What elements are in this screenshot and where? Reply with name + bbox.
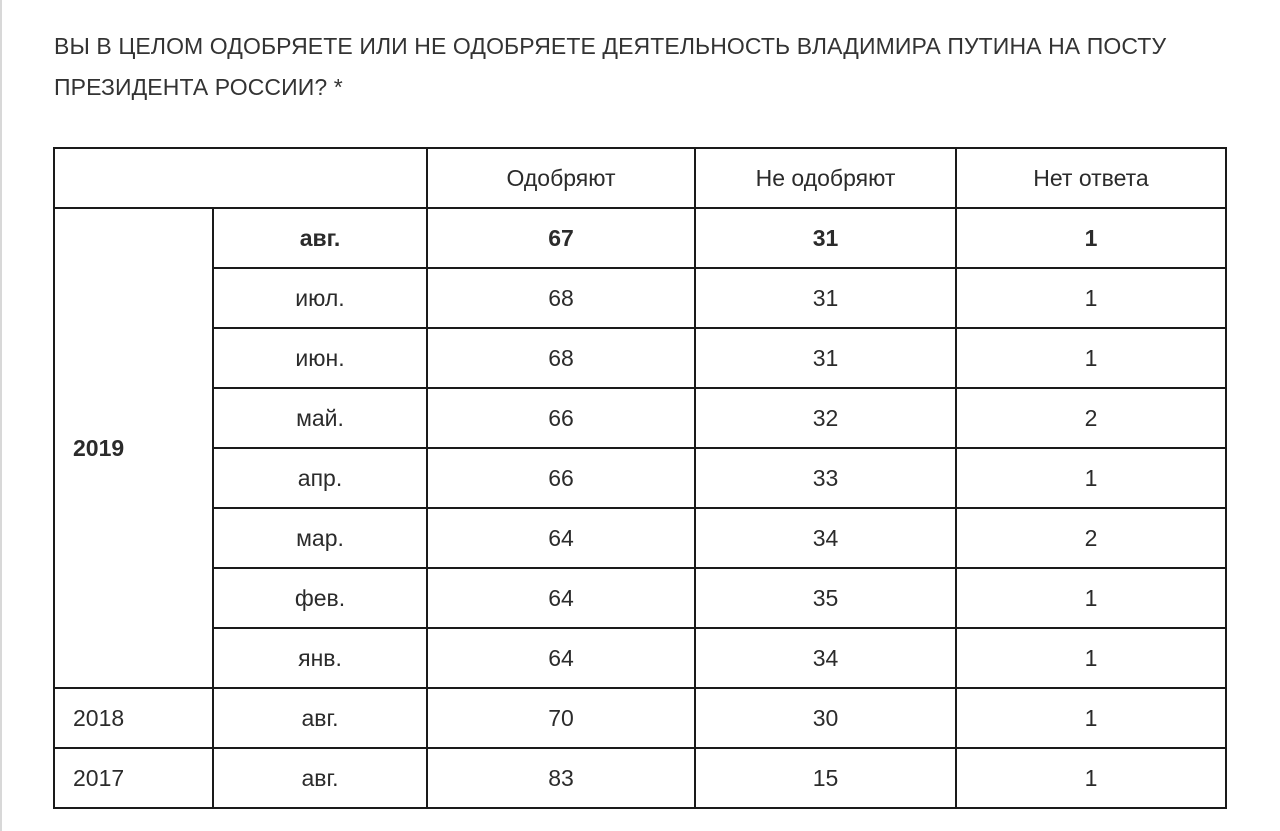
table-row: [54, 388, 1226, 448]
table-header-row: [54, 148, 1226, 208]
disapprove-cell: 34: [695, 628, 956, 688]
month-cell: май.: [213, 388, 427, 448]
no-answer-cell: 1: [956, 688, 1226, 748]
table-row: [54, 748, 1226, 808]
month-cell: фев.: [213, 568, 427, 628]
month-cell: авг.: [213, 208, 427, 268]
disapprove-cell: 15: [695, 748, 956, 808]
approve-cell: 68: [427, 328, 695, 388]
approve-cell: 67: [427, 208, 695, 268]
month-cell: июл.: [213, 268, 427, 328]
table-row: [54, 508, 1226, 568]
table-row: [54, 268, 1226, 328]
approve-cell: 83: [427, 748, 695, 808]
disapprove-cell: 31: [695, 208, 956, 268]
header-disapprove: Не одобряют: [695, 148, 956, 208]
month-cell: мар.: [213, 508, 427, 568]
approve-cell: 70: [427, 688, 695, 748]
question-heading: ВЫ В ЦЕЛОМ ОДОБРЯЕТЕ ИЛИ НЕ ОДОБРЯЕТЕ ДЕЯТЕЛЬНОСТЬ ВЛАДИМИРА ПУТИНА НА ПОСТУ ПРЕЗИДЕНТА РОССИИ? *: [54, 33, 1167, 100]
no-answer-cell: 1: [956, 268, 1226, 328]
approve-cell: 66: [427, 448, 695, 508]
month-cell: авг.: [213, 688, 427, 748]
table-row: [54, 208, 1226, 268]
no-answer-cell: 1: [956, 628, 1226, 688]
approve-cell: 64: [427, 568, 695, 628]
disapprove-cell: 31: [695, 268, 956, 328]
approve-cell: 64: [427, 628, 695, 688]
no-answer-cell: 1: [956, 748, 1226, 808]
no-answer-cell: 2: [956, 388, 1226, 448]
table-row: [54, 628, 1226, 688]
poll-results-table: [53, 147, 1227, 809]
month-cell: янв.: [213, 628, 427, 688]
month-cell: июн.: [213, 328, 427, 388]
no-answer-cell: 1: [956, 448, 1226, 508]
disapprove-cell: 30: [695, 688, 956, 748]
month-cell: апр.: [213, 448, 427, 508]
table-row: [54, 448, 1226, 508]
no-answer-cell: 2: [956, 508, 1226, 568]
year-cell: 2018: [54, 688, 213, 748]
disapprove-cell: 34: [695, 508, 956, 568]
no-answer-cell: 1: [956, 328, 1226, 388]
header-empty-cell: [54, 148, 427, 208]
page-left-border: [0, 0, 2, 831]
approve-cell: 68: [427, 268, 695, 328]
no-answer-cell: 1: [956, 208, 1226, 268]
disapprove-cell: 33: [695, 448, 956, 508]
header-no-answer: Нет ответа: [956, 148, 1226, 208]
disapprove-cell: 31: [695, 328, 956, 388]
table-row: [54, 328, 1226, 388]
table-row: [54, 688, 1226, 748]
table-row: [54, 568, 1226, 628]
approve-cell: 64: [427, 508, 695, 568]
disapprove-cell: 35: [695, 568, 956, 628]
approve-cell: 66: [427, 388, 695, 448]
no-answer-cell: 1: [956, 568, 1226, 628]
year-cell: 2017: [54, 748, 213, 808]
disapprove-cell: 32: [695, 388, 956, 448]
header-approve: Одобряют: [427, 148, 695, 208]
month-cell: авг.: [213, 748, 427, 808]
year-cell: 2019: [54, 208, 213, 688]
